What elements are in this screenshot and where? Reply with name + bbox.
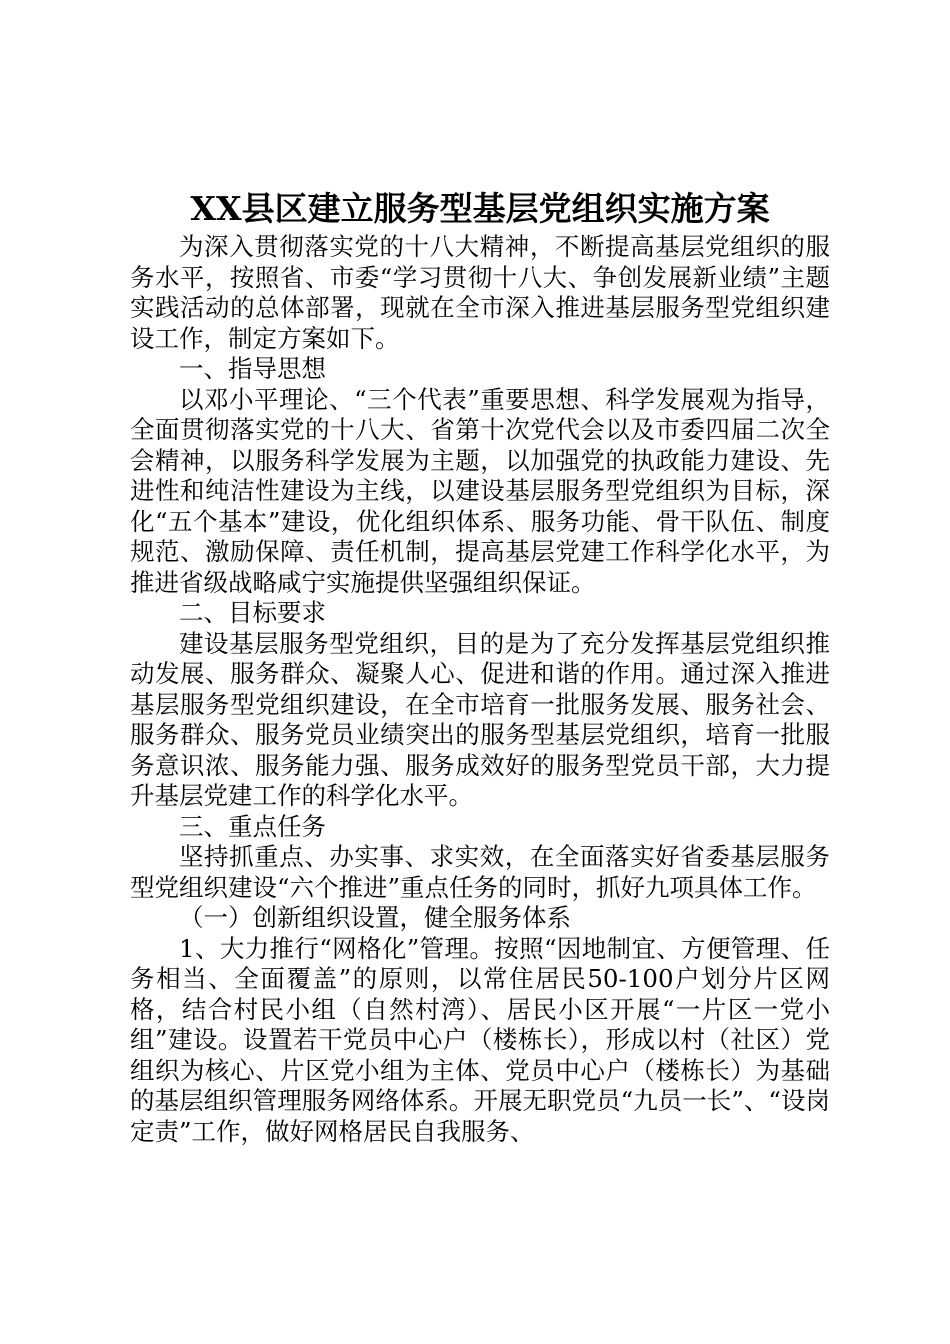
section-heading-key-tasks: 三、重点任务 [179, 811, 326, 841]
section-body-key-tasks: 坚持抓重点、办实事、求实效，在全面落实好省委基层服务型党组织建设“六个推进”重点任务的同时，抓好九项具体工作。 [130, 842, 830, 902]
document-title: XX县区建立服务型基层党组织实施方案 [190, 189, 770, 228]
intro-paragraph: 为深入贯彻落实党的十八大精神，不断提高基层党组织的服务水平，按照省、市委“学习贯彻十八大、争创发展新业绩”主题实践活动的总体部署，现就在全市深入推进基层服务型党组织建设工作，制定方案如下。 [130, 232, 830, 353]
section-body-goals: 建设基层服务型党组织，目的是为了充分发挥基层党组织推动发展、服务群众、凝聚人心、促进和谐的作用。通过深入推进基层服务型党组织建设，在全市培育一批服务发展、服务社会、服务群众、服务党员业绩突出的服务型基层党组织，培育一批服务意识浓、服务能力强、服务成效好的服务型党员干部，大力提升基层党建工作的科学化水平。 [130, 628, 830, 810]
section-heading-goals: 二、目标要求 [179, 598, 326, 627]
subsection-heading-organization: （一）创新组织设置，健全服务体系 [179, 903, 571, 932]
section-heading-guiding-ideology: 一、指导思想 [179, 354, 326, 383]
document-page [130, 186, 830, 1147]
item-body-grid-management: 1、大力推行“网格化”管理。按照“因地制宜、方便管理、任务相当、全面覆盖”的原则，以常住居民50-100户划分片区网格，结合村民小组（自然村湾）、居民小区开展“一片区一党小组”建设。设置若干党员中心户（楼栋长），形成以村（社区）党组织为核心、片区党小组为主体、党员中心户（楼栋长）为基础的基层组织管理服务网络体系。开展无职党员“九员一长”、“设岗定责”工作，做好网格居民自我服务、 [130, 933, 830, 1146]
section-body-guiding-ideology: 以邓小平理论、“三个代表”重要思想、科学发展观为指导，全面贯彻落实党的十八大、省第十次党代会以及市委四届二次全会精神，以服务科学发展为主题，以加强党的执政能力建设、先进性和纯洁性建设为主线，以建设基层服务型党组织为目标，深化“五个基本”建设，优化组织体系、服务功能、骨干队伍、制度规范、激励保障、责任机制，提高基层党建工作科学化水平，为推进省级战略咸宁实施提供坚强组织保证。 [130, 384, 830, 597]
